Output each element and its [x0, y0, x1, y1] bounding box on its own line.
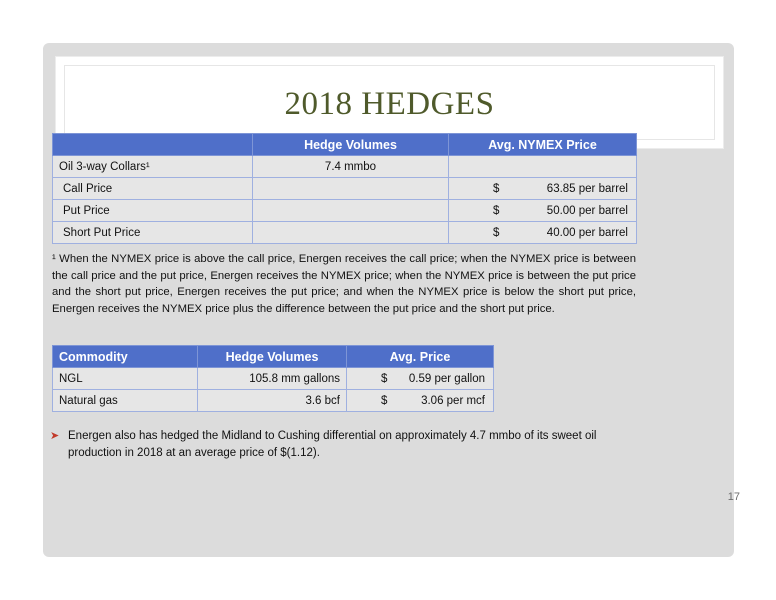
table-row [53, 368, 494, 390]
row-price-cell [449, 222, 637, 244]
table-row [53, 222, 637, 244]
row-price-cell [347, 390, 494, 412]
header-cell: Commodity [53, 346, 198, 368]
page-number: 17 [727, 491, 740, 503]
row-label: Short Put Price [53, 222, 253, 244]
row-price: 63.85 per barrel [546, 182, 628, 195]
currency-symbol: $ [493, 226, 500, 239]
row-label: Call Price [53, 178, 253, 200]
bullet-text: Energen also has hedged the Midland to Cushing differential on approximately 4.7 mmbo of its sweet oil production in 2018 at an average price of $(1.12). [68, 430, 597, 459]
row-price-cell [449, 156, 637, 178]
arrow-bullet-icon: ➤ [50, 430, 60, 442]
slide-title: 2018 HEDGES [284, 86, 495, 122]
row-price-cell [449, 178, 637, 200]
bullet-point [50, 428, 645, 462]
header-cell [53, 134, 253, 156]
currency-symbol: $ [493, 182, 500, 195]
row-volume [253, 200, 449, 222]
row-volume: 3.6 bcf [198, 390, 347, 412]
footnote: ¹ When the NYMEX price is above the call price, Energen receives the call price; when the NYMEX price is between the call price and the put price, Energen receives the NYMEX price; when the NYMEX price is between the put price and the short put price, Energen receives the put price; and when the NYMEX price is below the short put price, Energen receives the NYMEX price plus the difference between the put price and the short put price. [52, 253, 636, 315]
table-header-row [53, 346, 494, 368]
row-price: 3.06 per mcf [421, 394, 485, 407]
row-volume [253, 178, 449, 200]
row-price-cell [347, 368, 494, 390]
commodity-hedge-table [52, 345, 494, 412]
table-row [53, 200, 637, 222]
row-label: Oil 3-way Collars¹ [53, 156, 253, 178]
table-row [53, 178, 637, 200]
row-volume [253, 222, 449, 244]
title-frame [64, 65, 715, 140]
row-price: 40.00 per barrel [546, 226, 628, 239]
row-price-cell [449, 200, 637, 222]
header-cell: Avg. Price [347, 346, 494, 368]
row-label: Put Price [53, 200, 253, 222]
table-row [53, 390, 494, 412]
currency-symbol: $ [381, 372, 388, 385]
row-volume: 7.4 mmbo [253, 156, 449, 178]
table-row [53, 156, 637, 178]
oil-hedge-table [52, 133, 637, 244]
row-price: 50.00 per barrel [546, 204, 628, 217]
row-commodity: Natural gas [53, 390, 198, 412]
row-volume: 105.8 mm gallons [198, 368, 347, 390]
currency-symbol: $ [493, 204, 500, 217]
table-header-row [53, 134, 637, 156]
row-commodity: NGL [53, 368, 198, 390]
header-cell: Avg. NYMEX Price [449, 134, 637, 156]
row-price: 0.59 per gallon [408, 372, 485, 385]
currency-symbol: $ [381, 394, 388, 407]
header-cell: Hedge Volumes [253, 134, 449, 156]
header-cell: Hedge Volumes [198, 346, 347, 368]
